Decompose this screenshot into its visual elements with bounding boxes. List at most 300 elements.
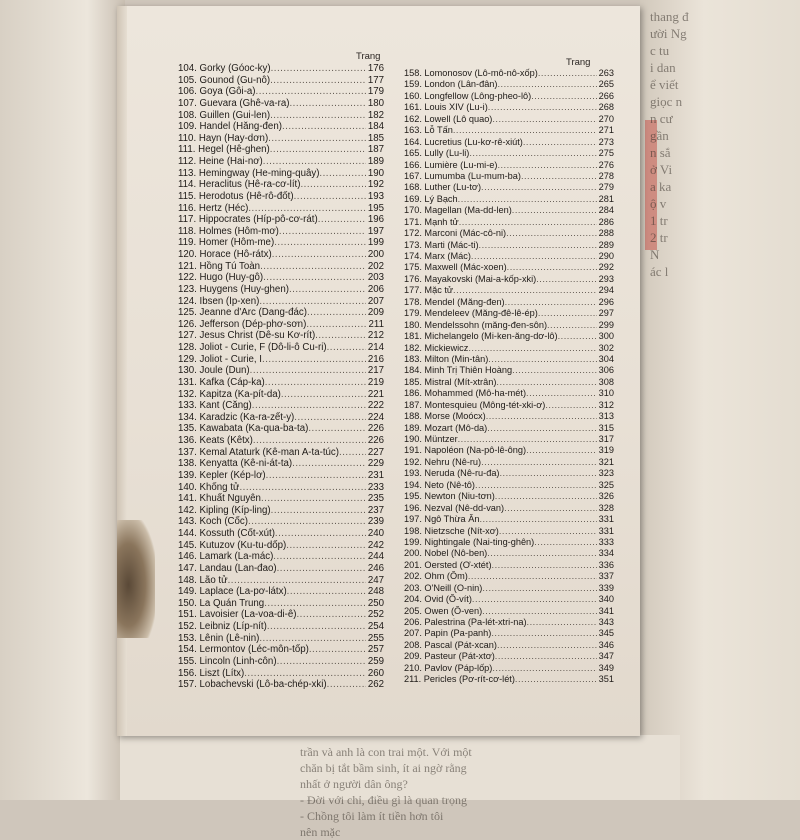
index-entry (404, 343, 614, 354)
entry-page-number: 279 (598, 182, 614, 193)
index-entry (404, 468, 614, 479)
index-entry (178, 400, 384, 412)
index-entry (178, 284, 384, 296)
entry-name: 166. Lumière (Lu-mi-e) (404, 159, 498, 170)
entry-page-number: 351 (598, 674, 614, 685)
entry-page-number: 334 (598, 548, 614, 559)
background-text-fragment: - Đời với chỉ, điều gì là quan trọng (300, 793, 467, 807)
index-entry (404, 274, 614, 285)
background-text-fragment: n cư (650, 111, 673, 126)
entry-name: 114. Heraclitus (Hê-ra-cơ-lít) (178, 179, 301, 191)
entry-name: 157. Lobachevski (Lô-ba-chép-xki) (178, 679, 327, 691)
leader-dots (512, 365, 597, 375)
background-text-fragment: chăn bị tắt bầm sinh, ít ai ngờ rằng (300, 761, 467, 775)
entry-name: 197. Ngô Thừa Ân (404, 514, 480, 525)
entry-name: 127. Jesus Christ (Dê-su Kơ-rít) (178, 330, 316, 342)
entry-page-number: 336 (598, 559, 614, 570)
leader-dots (526, 445, 597, 455)
leader-dots (497, 79, 596, 89)
index-entry (404, 663, 614, 674)
entry-page-number: 340 (598, 594, 614, 605)
entry-name: 134. Karadzic (Ka-ra-zết-y) (178, 411, 295, 423)
entry-page-number: 313 (598, 411, 614, 422)
entry-name: 161. Louis XIV (Lu-i) (404, 102, 488, 113)
leader-dots (300, 179, 365, 190)
index-entry (404, 377, 614, 388)
index-entry (404, 526, 614, 537)
leader-dots (268, 133, 366, 144)
entry-name: 204. Ovid (Ô-vít) (404, 594, 472, 605)
entry-page-number: 299 (598, 319, 614, 330)
index-entry (404, 308, 614, 319)
background-text-fragment: n sắ (650, 145, 671, 160)
leader-dots (505, 297, 597, 307)
entry-page-number: 224 (367, 411, 384, 423)
entry-page-number: 326 (598, 491, 614, 502)
leader-dots (479, 514, 596, 524)
entry-page-number: 273 (598, 136, 614, 147)
entry-name: 109. Handel (Hăng-đen) (178, 121, 282, 133)
entry-page-number: 206 (367, 283, 384, 295)
leader-dots (558, 331, 597, 341)
entry-page-number: 321 (598, 456, 614, 467)
leader-dots (458, 194, 597, 204)
leader-dots (263, 272, 366, 283)
entry-name: 205. Owen (Ô-ven) (404, 605, 483, 616)
entry-name: 156. Liszt (Lítx) (178, 667, 245, 679)
entry-name: 158. Lomonosov (Lô-mô-nô-xốp) (404, 68, 538, 78)
leader-dots (287, 586, 366, 597)
entry-page-number: 294 (598, 285, 614, 296)
entry-name: 111. Hegel (Hê-ghen) (178, 144, 270, 156)
index-entry (178, 563, 384, 575)
leader-dots (492, 663, 596, 673)
leader-dots (471, 251, 597, 261)
index-entry (178, 412, 384, 424)
entry-name: 136. Keats (Kêtx) (178, 435, 253, 446)
entry-page-number: 266 (598, 90, 614, 101)
leader-dots (289, 284, 366, 295)
entry-name: 183. Milton (Min-tân) (404, 353, 489, 364)
entry-page-number: 192 (367, 179, 384, 191)
leader-dots (482, 606, 597, 616)
entry-page-number: 286 (598, 216, 614, 227)
index-entry (404, 480, 614, 491)
index-entry (404, 297, 614, 308)
background-text-fragment: ộ v (650, 196, 667, 211)
leader-dots (469, 148, 596, 158)
index-column-right (404, 68, 614, 686)
entry-page-number: 300 (598, 331, 614, 342)
index-entry (404, 194, 614, 205)
index-entry (178, 633, 384, 645)
entry-name: 152. Leibniz (Líp-nít) (178, 621, 267, 632)
entry-page-number: 276 (598, 159, 614, 170)
entry-page-number: 240 (367, 528, 384, 539)
index-column-left (178, 63, 384, 691)
entry-name: 135. Kawabata (Ka-qua-ba-ta) (178, 423, 309, 435)
leader-dots (500, 468, 597, 478)
entry-page-number: 331 (598, 514, 614, 525)
entry-name: 129. Joliot - Curie, I (178, 353, 262, 365)
leader-dots (309, 644, 366, 655)
leader-dots (526, 388, 597, 398)
entry-name: 178. Mendel (Măng-đen) (404, 296, 505, 307)
entry-name: 199. Nightingale (Nai-ting-ghên) (404, 536, 535, 547)
leader-dots (296, 609, 365, 620)
index-entry (178, 354, 384, 366)
background-text-fragment: N (650, 247, 660, 262)
index-entry (178, 121, 384, 133)
index-entry (178, 156, 384, 168)
entry-name: 179. Mendeleev (Măng-đê-lê-ép) (404, 308, 538, 319)
index-entry (404, 674, 614, 685)
index-entry (178, 470, 384, 482)
left-column-header: Trang (356, 51, 381, 62)
index-entry (404, 285, 614, 296)
entry-page-number: 235 (367, 493, 384, 505)
entry-page-number: 250 (367, 597, 384, 609)
entry-name: 176. Mayakovski (Mai-a-kốp-xki) (404, 273, 537, 284)
entry-page-number: 278 (598, 170, 614, 181)
index-entry (178, 679, 384, 691)
entry-name: 208. Pascal (Pát-xcan) (404, 639, 497, 650)
index-entry (404, 640, 614, 651)
entry-name: 194. Neto (Nê-tô) (404, 479, 475, 490)
index-entry (178, 179, 384, 191)
background-text-fragment: trần và anh là con trai một. Với một (300, 745, 472, 759)
index-entry (178, 110, 384, 122)
index-entry (178, 493, 384, 505)
leader-dots (294, 191, 366, 202)
index-entry (178, 668, 384, 680)
entry-page-number: 339 (598, 582, 614, 593)
entry-page-number: 252 (367, 609, 384, 621)
leader-dots (468, 343, 596, 353)
index-entry (178, 575, 384, 587)
entry-page-number: 209 (367, 307, 384, 319)
index-entry (178, 482, 384, 494)
entry-page-number: 297 (598, 308, 614, 319)
entry-page-number: 216 (367, 353, 384, 365)
index-entry (404, 365, 614, 376)
index-entry (404, 617, 614, 628)
background-text-fragment: ười Ng (650, 26, 687, 41)
leader-dots (248, 203, 365, 214)
index-entry (178, 133, 384, 145)
leader-dots (270, 144, 366, 155)
entry-name: 165. Lully (Lu-li) (404, 148, 470, 159)
entry-page-number: 257 (367, 644, 384, 656)
entry-name: 150. La Quán Trung (178, 597, 265, 609)
entry-name: 133. Kant (Căng) (178, 400, 252, 412)
leader-dots (264, 598, 366, 609)
entry-page-number: 275 (598, 148, 614, 159)
background-text-fragment: 1 tr (650, 213, 668, 228)
entry-page-number: 242 (367, 539, 384, 551)
entry-name: 123. Huygens (Huy-ghen) (178, 283, 289, 295)
background-text-fragment: ác l (650, 264, 669, 279)
index-entry (404, 320, 614, 331)
entry-page-number: 219 (367, 376, 384, 388)
leader-dots (527, 617, 597, 627)
entry-name: 132. Kapitza (Ka-pít-da) (178, 388, 281, 400)
index-entry (178, 214, 384, 226)
leader-dots (279, 226, 366, 237)
entry-page-number: 312 (598, 399, 614, 410)
index-entry (404, 171, 614, 182)
leader-dots (495, 651, 597, 661)
entry-page-number: 347 (598, 651, 614, 662)
leader-dots (487, 423, 596, 433)
entry-name: 210. Pavlov (Páp-lốp) (404, 662, 493, 673)
entry-name: 207. Papin (Pa-panh) (404, 628, 492, 639)
index-entry (178, 447, 384, 459)
leader-dots (263, 156, 366, 167)
leader-dots (282, 121, 366, 132)
entry-name: 187. Montesquieu (Mông-tét-xki-ơ) (404, 399, 546, 410)
index-entry (404, 514, 614, 525)
index-entry (178, 307, 384, 319)
entry-page-number: 226 (367, 435, 384, 446)
leader-dots (315, 330, 366, 341)
entry-name: 113. Hemingway (He-ming-quây) (178, 167, 320, 179)
index-entry (178, 598, 384, 610)
entry-page-number: 319 (598, 445, 614, 456)
background-text-fragment: gần (650, 128, 669, 143)
entry-page-number: 189 (367, 156, 384, 167)
leader-dots (259, 296, 366, 307)
leader-dots (488, 354, 596, 364)
index-entry (178, 528, 384, 540)
index-entry (178, 144, 384, 156)
entry-name: 206. Palestrina (Pa-lét-xtri-na) (404, 617, 527, 627)
entry-page-number: 254 (367, 621, 384, 632)
index-entry (178, 272, 384, 284)
entry-name: 137. Kemal Ataturk (Kê-man A-ta-túc) (178, 446, 339, 458)
entry-name: 198. Nietzsche (Nít-xơ) (404, 525, 499, 536)
entry-page-number: 221 (367, 388, 384, 400)
leader-dots (453, 285, 597, 295)
entry-page-number: 345 (598, 628, 614, 639)
leader-dots (538, 68, 597, 78)
index-entry (404, 400, 614, 411)
index-entry (404, 240, 614, 251)
entry-name: 196. Nezval (Nê-dd-van) (404, 502, 505, 513)
entry-page-number: 302 (598, 342, 614, 353)
entry-page-number: 193 (367, 190, 384, 202)
entry-name: 108. Guillen (Gui-len) (178, 109, 271, 121)
entry-name: 180. Mendelssohn (măng-đen-sôn) (404, 319, 547, 330)
entry-page-number: 248 (367, 586, 384, 598)
entry-name: 116. Hertz (Héc) (178, 202, 249, 214)
leader-dots (545, 400, 596, 410)
entry-page-number: 180 (367, 97, 384, 109)
entry-page-number: 310 (598, 388, 614, 399)
entry-page-number: 268 (598, 102, 614, 113)
leader-dots (271, 63, 366, 74)
entry-name: 142. Kipling (Kíp-ling) (178, 504, 271, 516)
leader-dots (492, 114, 596, 124)
leader-dots (308, 423, 366, 434)
leader-dots (481, 182, 597, 192)
entry-page-number: 328 (598, 502, 614, 513)
entry-name: 145. Kutuzov (Ku-tu-dốp) (178, 539, 287, 551)
index-entry (404, 182, 614, 193)
entry-name: 126. Jefferson (Dép-phơ-sơn) (178, 318, 307, 330)
entry-name: 190. Müntzer (404, 434, 458, 444)
entry-name: 120. Horace (Hô-rátx) (178, 249, 272, 260)
leader-dots (273, 551, 366, 562)
leader-dots (250, 365, 366, 376)
leader-dots (292, 458, 366, 469)
entry-page-number: 231 (367, 469, 384, 481)
index-entry (404, 354, 614, 365)
index-entry (178, 86, 384, 98)
entry-name: 170. Magellan (Ma-dd-len) (404, 205, 512, 216)
entry-name: 192. Nehru (Nê-ru) (404, 456, 482, 467)
index-entry (178, 319, 384, 331)
leader-dots (492, 560, 597, 570)
entry-page-number: 341 (598, 605, 614, 616)
index-entry (404, 137, 614, 148)
entry-name: 154. Lermontov (Léc-môn-tốp) (178, 644, 309, 656)
entry-page-number: 199 (367, 237, 384, 249)
entry-name: 138. Kenyatta (Kê-ni-át-ta) (178, 458, 293, 470)
entry-page-number: 182 (367, 109, 384, 121)
index-entry (404, 125, 614, 136)
entry-page-number: 237 (367, 504, 384, 516)
index-entry (178, 63, 384, 75)
right-column-header: Trang (566, 57, 591, 68)
leader-dots (479, 240, 597, 250)
index-entry (178, 203, 384, 215)
entry-name: 151. Lavoisier (La-voa-di-ê) (178, 609, 297, 621)
entry-page-number: 196 (367, 214, 384, 226)
leader-dots (339, 447, 366, 458)
leader-dots (497, 640, 597, 650)
entry-name: 107. Guevara (Ghê-va-ra) (178, 97, 290, 109)
background-text-fragment: ở Vi (650, 162, 673, 177)
entry-name: 122. Hugo (Huy-gô) (178, 272, 264, 284)
entry-page-number: 227 (367, 446, 384, 458)
index-entry (404, 68, 614, 79)
entry-name: 121. Hồng Tú Toàn (178, 260, 261, 272)
leader-dots (468, 571, 597, 581)
entry-name: 164. Lucretius (Lu-kơ-rê-xiút) (404, 136, 523, 147)
leader-dots (275, 528, 366, 539)
entry-name: 144. Kossuth (Cốt-xút) (178, 528, 275, 539)
entry-page-number: 179 (367, 86, 384, 98)
entry-page-number: 292 (598, 262, 614, 273)
leader-dots (538, 308, 597, 318)
index-entry (404, 606, 614, 617)
entry-name: 189. Mozart (Mô-da) (404, 422, 488, 433)
entry-name: 140. Khổng tử (178, 481, 240, 493)
index-entry (404, 560, 614, 571)
background-text-fragment: a ka (650, 179, 672, 194)
entry-page-number: 259 (367, 655, 384, 667)
entry-name: 202. Ohm (Ôm) (404, 571, 468, 582)
leader-dots (239, 482, 365, 493)
leader-dots (495, 491, 597, 501)
leader-dots (472, 594, 597, 604)
entry-name: 124. Ibsen (Íp-xen) (178, 295, 260, 307)
entry-page-number: 337 (598, 571, 614, 582)
index-entry (178, 75, 384, 87)
entry-name: 159. London (Lân-đân) (404, 79, 498, 90)
background-text-fragment: ể viết (650, 77, 679, 92)
entry-page-number: 343 (598, 617, 614, 627)
leader-dots (253, 435, 366, 446)
index-entry (404, 423, 614, 434)
entry-page-number: 260 (367, 667, 384, 679)
leader-dots (319, 168, 365, 179)
entry-name: 149. Laplace (La-pơ-látx) (178, 586, 287, 598)
index-entry (178, 505, 384, 517)
entry-page-number: 288 (598, 228, 614, 239)
entry-page-number: 233 (367, 481, 384, 493)
leader-dots (277, 656, 366, 667)
entry-page-number: 244 (367, 551, 384, 563)
leader-dots (286, 540, 366, 551)
entry-name: 112. Heine (Hai-nơ) (178, 156, 263, 167)
leader-dots (274, 237, 366, 248)
index-entry (404, 217, 614, 228)
index-entry (404, 571, 614, 582)
leader-dots (487, 548, 596, 558)
entry-page-number: 255 (367, 632, 384, 644)
index-entry (178, 249, 384, 261)
background-text-fragment: giọc n (650, 94, 683, 109)
leader-dots (327, 679, 366, 690)
leader-dots (252, 400, 366, 411)
entry-page-number: 214 (367, 342, 384, 353)
entry-name: 191. Napoléon (Na-pô-lê-ông) (404, 445, 527, 456)
index-entry (404, 503, 614, 514)
entry-name: 139. Kepler (Kép-lơ) (178, 469, 266, 481)
entry-page-number: 200 (367, 249, 384, 260)
entry-name: 104. Gorky (Góoc-ky) (178, 63, 271, 74)
index-entry (404, 79, 614, 90)
entry-name: 188. Morse (Moócx) (404, 411, 486, 422)
entry-page-number: 212 (367, 330, 384, 342)
leader-dots (306, 319, 366, 330)
background-text-fragment: i dan (650, 60, 676, 75)
leader-dots (270, 110, 366, 121)
entry-name: 105. Gounod (Gu-nô) (178, 74, 271, 86)
entry-name: 185. Mistral (Mít-xtrân) (404, 376, 497, 387)
entry-name: 171. Mạnh tử (404, 216, 459, 227)
background-text-fragment: thang đ (650, 9, 689, 24)
entry-page-number: 229 (367, 458, 384, 470)
index-entry (404, 628, 614, 639)
leader-dots (534, 537, 596, 547)
index-entry (404, 537, 614, 548)
entry-page-number: 323 (598, 468, 614, 479)
index-entry (404, 594, 614, 605)
entry-page-number: 195 (367, 202, 384, 214)
entry-page-number: 290 (598, 251, 614, 261)
index-entry (178, 98, 384, 110)
leader-dots (497, 160, 596, 170)
index-entry (178, 551, 384, 563)
entry-page-number: 262 (367, 679, 384, 691)
leader-dots (475, 480, 597, 490)
leader-dots (523, 137, 597, 147)
leader-dots (259, 633, 366, 644)
entry-name: 177. Mặc tử (404, 285, 454, 296)
